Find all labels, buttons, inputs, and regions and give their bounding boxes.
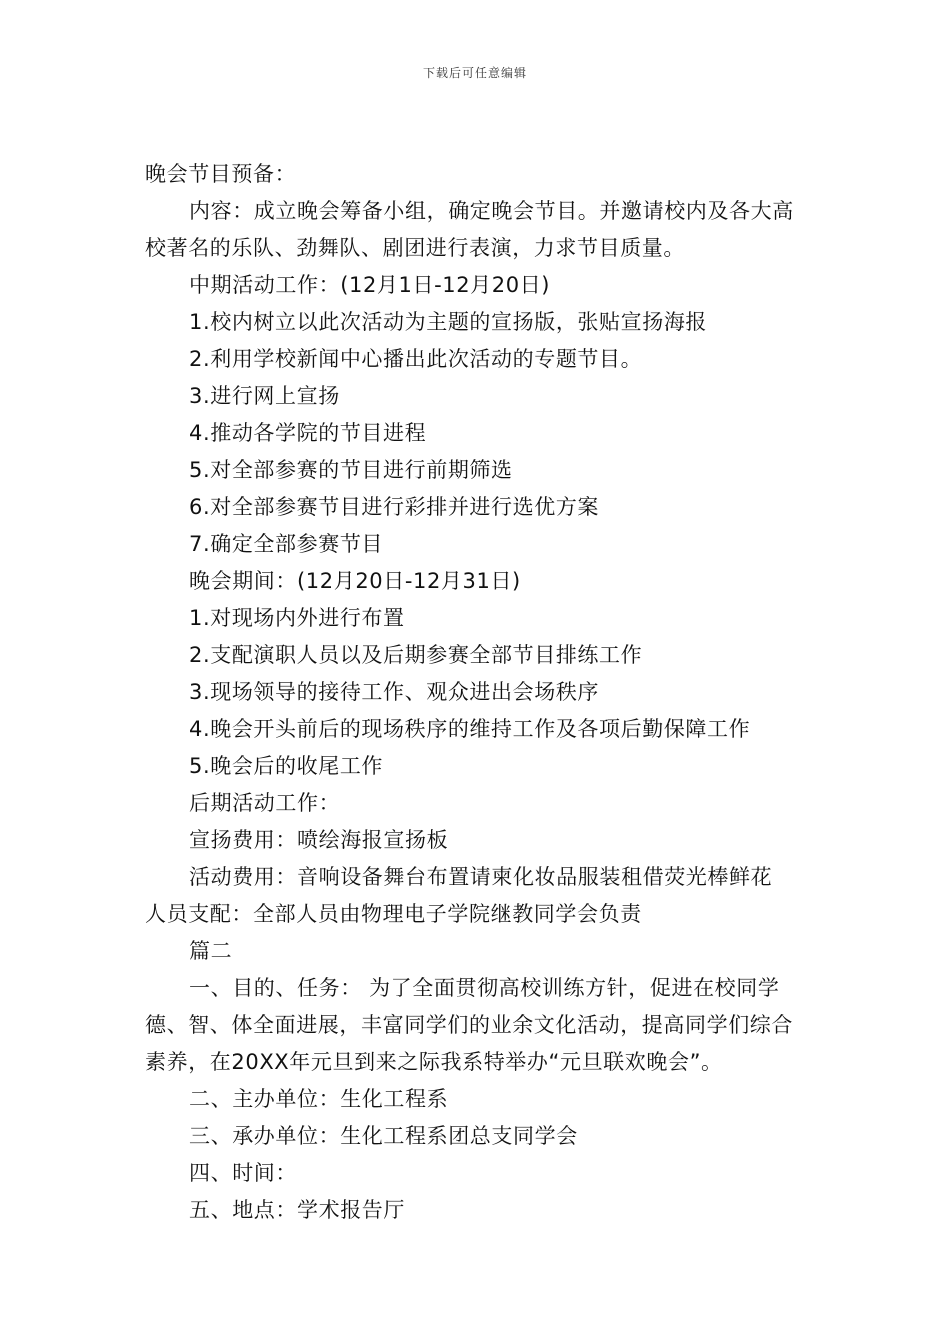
- paragraph: 3.现场领导的接待工作、观众进出会场秩序: [189, 680, 600, 704]
- paragraph: 内容：成立晚会筹备小组，确定晚会节目。并邀请校内及各大高校著名的乐队、劲舞队、剧团进行表演，力求节目质量。: [145, 199, 794, 260]
- paragraph: 3.进行网上宣扬: [189, 384, 340, 408]
- paragraph: 1.对现场内外进行布置: [189, 606, 405, 630]
- paragraph: 2.支配演职人员以及后期参赛全部节目排练工作: [189, 643, 643, 667]
- paragraph: 二、主办单位：生化工程系: [189, 1087, 449, 1111]
- paragraph: 宣扬费用：喷绘海报宣扬板: [189, 828, 449, 852]
- paragraph: 三、承办单位：生化工程系团总支同学会: [189, 1124, 578, 1148]
- paragraph: 4.晚会开头前后的现场秩序的维持工作及各项后勤保障工作: [189, 717, 751, 741]
- paragraph: 一、目的、任务： 为了全面贯彻高校训练方针，促进在校同学德、智、体全面进展，丰富同学们的业余文化活动，提高同学们综合素养，在20XX年元旦到来之际我系特举办“元旦联欢晚会”。: [145, 976, 793, 1074]
- paragraph: 7.确定全部参赛节目: [189, 532, 384, 556]
- paragraph: 6.对全部参赛节目进行彩排并进行选优方案: [189, 495, 600, 519]
- paragraph: 4.推动各学院的节目进程: [189, 421, 427, 445]
- paragraph: 1.校内树立以此次活动为主题的宣扬版，张贴宣扬海报: [189, 310, 708, 334]
- paragraph: 后期活动工作：: [189, 791, 341, 815]
- paragraph: 人员支配：全部人员由物理电子学院继教同学会负责: [145, 902, 642, 926]
- paragraph: 中期活动工作：(12月1日-12月20日): [189, 273, 551, 297]
- section-heading: 篇二: [189, 939, 233, 963]
- paragraph: 晚会期间：(12月20日-12月31日): [189, 569, 521, 593]
- paragraph: 2.利用学校新闻中心播出此次活动的专题节目。: [189, 347, 643, 371]
- document-body: [145, 156, 807, 1229]
- page-header-note: 下载后可任意编辑: [422, 66, 527, 80]
- paragraph: 5.晚会后的收尾工作: [189, 754, 384, 778]
- paragraph: 五、地点：学术报告厅: [189, 1198, 405, 1222]
- paragraph: 四、时间：: [189, 1161, 297, 1185]
- paragraph: 晚会节目预备：: [145, 162, 297, 186]
- paragraph: 活动费用：音响设备舞台布置请柬化妆品服装租借荧光棒鲜花: [189, 865, 773, 889]
- paragraph: 5.对全部参赛的节目进行前期筛选: [189, 458, 513, 482]
